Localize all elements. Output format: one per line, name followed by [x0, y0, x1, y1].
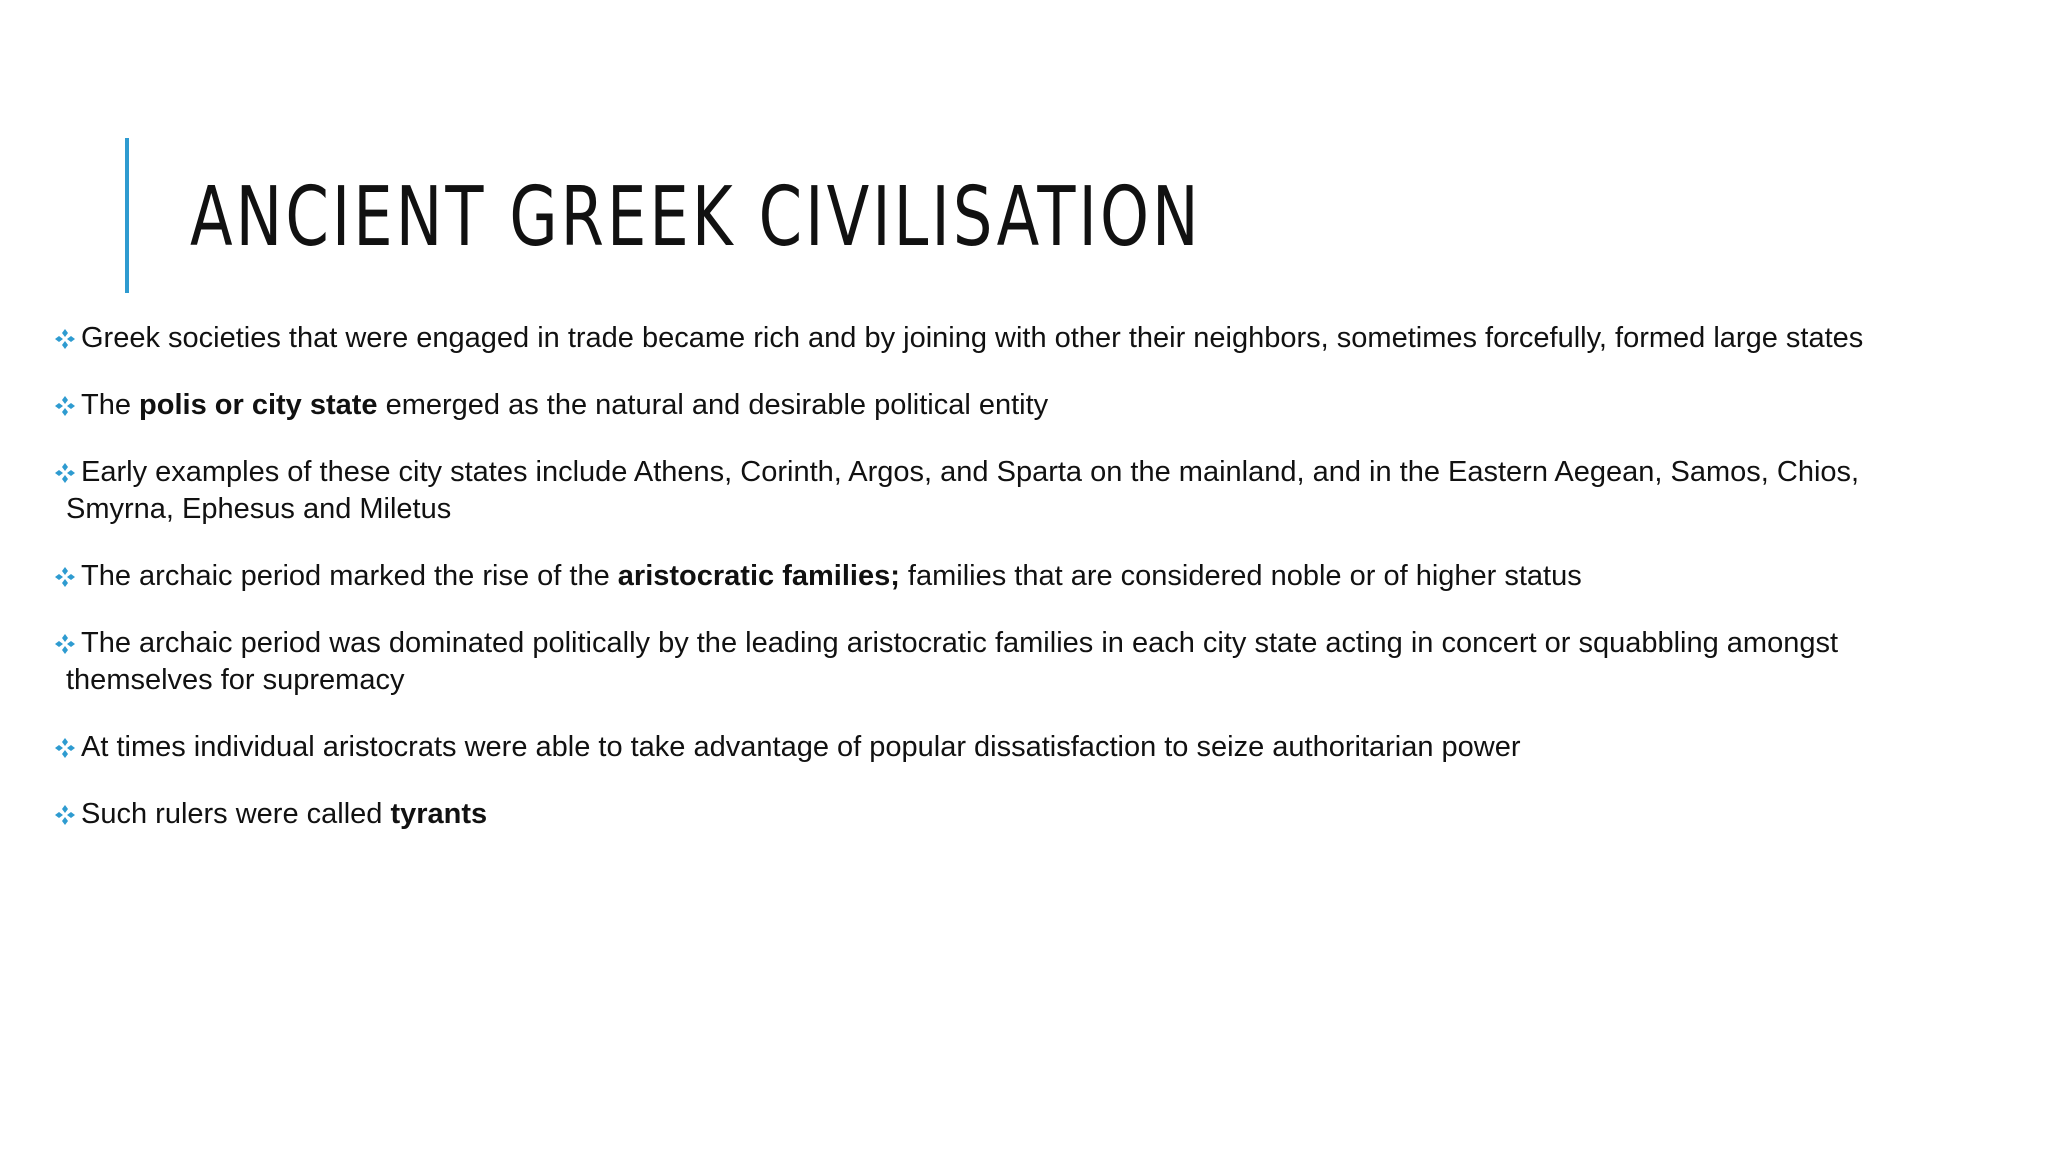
bullet-text-bold: polis or city state	[139, 389, 378, 421]
four-diamond-bullet-icon	[52, 387, 78, 424]
bullet-text-pre: The archaic period marked the rise of the	[81, 560, 618, 592]
bullet-item	[52, 454, 2002, 528]
bullet-item	[52, 796, 2002, 833]
bullet-text-bold: aristocratic families;	[617, 560, 900, 592]
bullet-item	[52, 558, 2002, 595]
four-diamond-bullet-icon	[52, 320, 78, 357]
bullet-text-line1: The archaic period was dominated politically by the leading aristocratic families in each city state acting in concert or squabbling amongst	[81, 627, 1839, 659]
bullet-text: Greek societies that were engaged in trade became rich and by joining with other their neighbors, sometimes forcefully, formed large states	[81, 322, 1864, 354]
bullet-text-pre: The	[81, 389, 140, 421]
bullet-text	[81, 560, 1582, 592]
bullet-text	[66, 456, 2002, 528]
bullet-text-line2: Smyrna, Ephesus and Miletus	[66, 493, 452, 525]
bullet-text-line1: Early examples of these city states include Athens, Corinth, Argos, and Sparta on the mainland, and in the Eastern Aegean, Samos, Chios,	[81, 456, 1860, 488]
four-diamond-bullet-icon	[52, 454, 78, 491]
slide-title: ANCIENT GREEK CIVILISATION	[190, 170, 1202, 265]
four-diamond-bullet-icon	[52, 625, 78, 662]
four-diamond-bullet-icon	[52, 796, 78, 833]
bullet-item	[52, 729, 2002, 766]
four-diamond-bullet-icon	[52, 558, 78, 595]
bullet-text-bold: tyrants	[390, 798, 488, 830]
bullet-text: At times individual aristocrats were able to take advantage of popular dissatisfaction to seize authoritarian power	[81, 731, 1521, 763]
bullet-item	[52, 625, 2002, 699]
bullet-text	[81, 798, 487, 830]
bullet-item	[52, 387, 2002, 424]
bullet-list	[52, 320, 2002, 863]
bullet-item	[52, 320, 2002, 357]
bullet-text-post: families that are considered noble or of higher status	[899, 560, 1582, 592]
four-diamond-bullet-icon	[52, 729, 78, 766]
bullet-text	[81, 389, 1048, 421]
bullet-text-line2: themselves for supremacy	[66, 664, 405, 696]
title-accent-bar	[125, 138, 129, 293]
bullet-text	[66, 627, 2002, 699]
bullet-text-post: emerged as the natural and desirable political entity	[377, 389, 1049, 421]
bullet-text-pre: Such rulers were called	[81, 798, 391, 830]
